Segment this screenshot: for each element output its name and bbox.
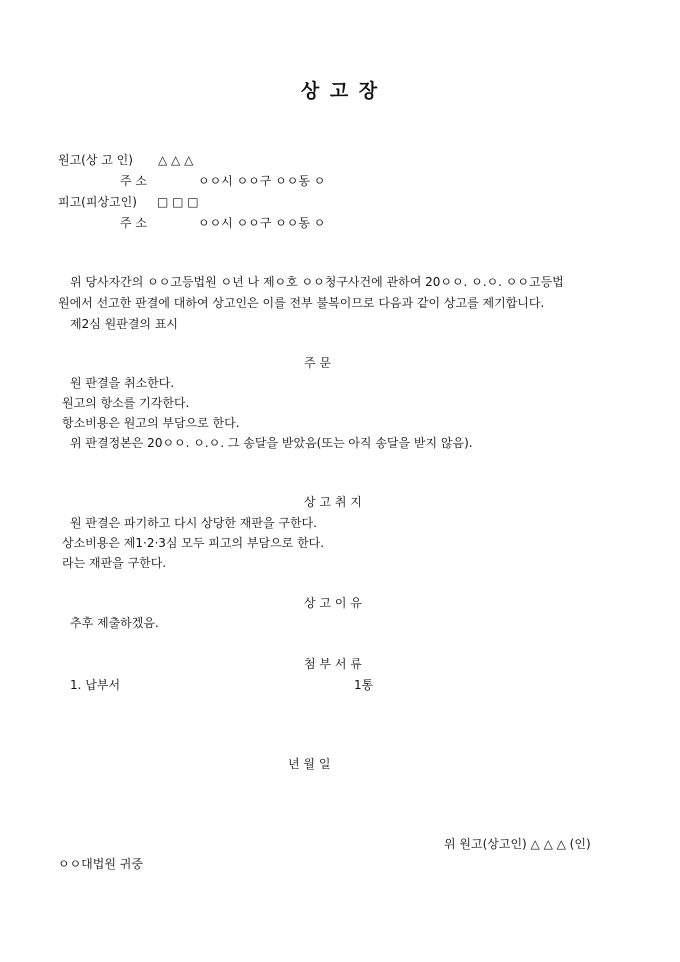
date-line: 년 월 일 — [288, 757, 331, 771]
purpose-item: 원 판결은 파기하고 다시 상당한 재판을 구한다. — [70, 516, 317, 530]
order-item: 항소비용은 원고의 부담으로 한다. — [62, 416, 240, 430]
order-item: 원 판결을 취소한다. — [70, 376, 175, 390]
order-item: 위 판결정본은 20ㅇㅇ. ㅇ.ㅇ. 그 송달을 받았음(또는 아직 송달을 받지 않음). — [70, 436, 473, 450]
reason-heading: 상 고 이 유 — [304, 596, 362, 610]
signature-line: 위 원고(상고인) △ △ △ (인) — [444, 837, 591, 851]
document-title: 상 고 장 — [300, 80, 380, 102]
intro-line-1: 위 당사자간의 ㅇㅇ고등법원 ㅇ년 나 제ㅇ호 ㅇㅇ청구사건에 관하여 20ㅇㅇ. ㅇ.ㅇ. ㅇㅇ고등법 — [70, 275, 564, 289]
attachments-heading: 첨 부 서 류 — [304, 657, 362, 671]
plaintiff-name: △ △ △ — [158, 153, 194, 167]
reason-text: 추후 제출하겠음. — [70, 616, 159, 630]
defendant-name: □ □ □ — [157, 195, 199, 209]
order-heading: 주 문 — [304, 356, 331, 370]
defendant-label: 피고(피상고인) — [58, 195, 137, 209]
purpose-item: 상소비용은 제1·2·3심 모두 피고의 부담으로 한다. — [62, 536, 325, 550]
order-item: 원고의 항소를 기각한다. — [62, 396, 190, 410]
defendant-address-label: 주 소 — [120, 216, 147, 230]
plaintiff-address: ㅇㅇ시 ㅇㅇ구 ㅇㅇ동 ㅇ — [198, 174, 326, 188]
court-addressee: ㅇㅇ대법원 귀중 — [58, 857, 143, 871]
defendant-address: ㅇㅇ시 ㅇㅇ구 ㅇㅇ동 ㅇ — [198, 216, 326, 230]
intro-line-2: 원에서 선고한 판결에 대하여 상고인은 이를 전부 불복이므로 다음과 같이 상고를 제기합니다. — [58, 296, 545, 310]
purpose-heading: 상 고 취 지 — [304, 495, 362, 509]
attachment-item: 1. 납부서 — [70, 678, 121, 692]
plaintiff-label: 원고(상 고 인) — [58, 153, 133, 167]
attachment-count: 1통 — [354, 678, 374, 692]
purpose-item: 라는 재판을 구한다. — [62, 556, 167, 570]
plaintiff-address-label: 주 소 — [120, 174, 147, 188]
first-instance-label: 제2심 원판결의 표시 — [70, 317, 179, 331]
